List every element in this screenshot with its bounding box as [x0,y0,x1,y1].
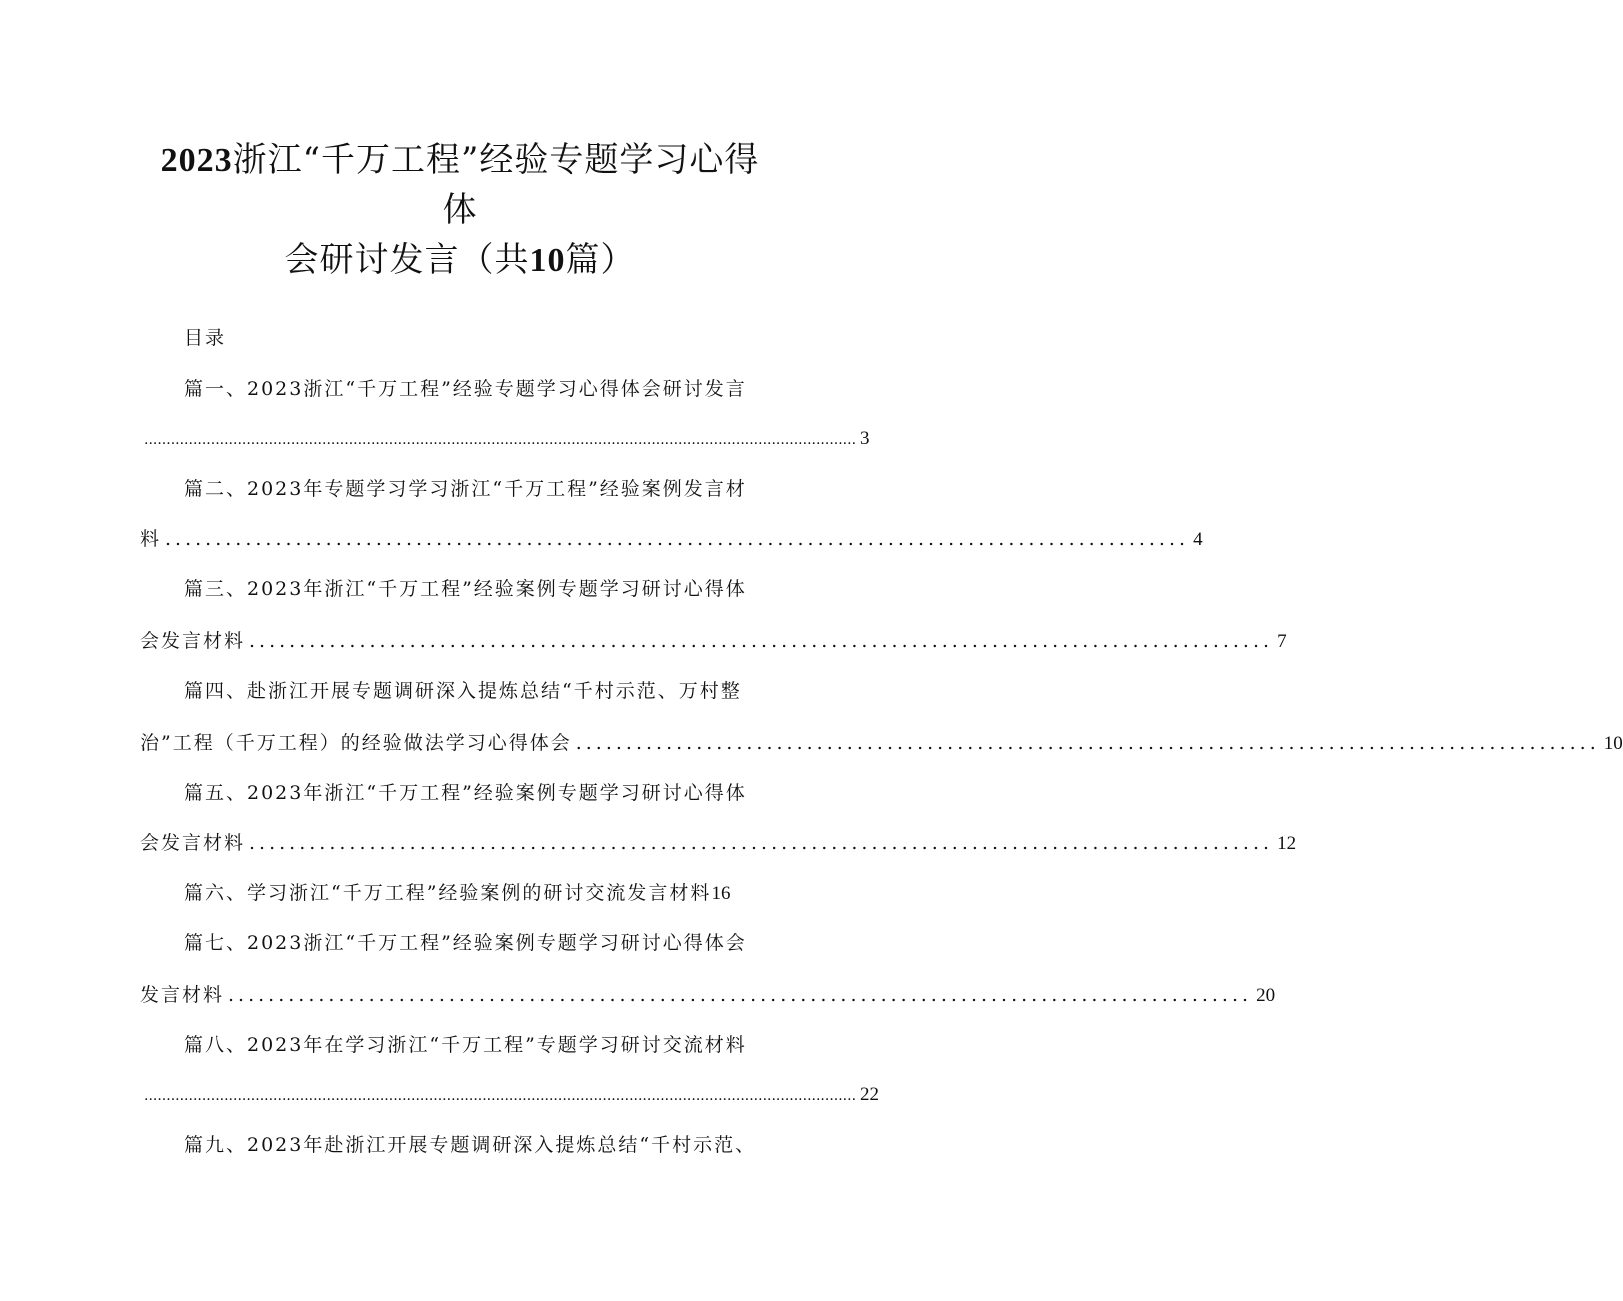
toc-entry-9-title[interactable]: 篇九、2023年赴浙江开展专题调研深入提炼总结“千村示范、 [184,1134,757,1156]
toc-entry-6-page: 16 [711,883,731,904]
title-text-3b: 篇） [565,240,636,280]
dot-leader: ................................................................................................................................................................ [144,432,857,448]
title-text-1: 浙江“千万工程”经验专题学习心得 [232,140,760,180]
toc-entry-7-page: 20 [1256,985,1276,1006]
toc-entry-1-title[interactable]: 篇一、2023浙江“千万工程”经验专题学习心得体会研讨发言 [184,378,747,400]
toc-entry-2-cont: 料 [140,528,162,550]
toc-entry-5-page: 12 [1277,833,1297,854]
dot-leader: ...................................................................................................... [575,732,1600,754]
toc-entry-1-page: 3 [860,428,870,449]
title-text-3a: 会研讨发言（共 [284,240,530,280]
toc-entry-6[interactable] [184,879,764,907]
toc-entry-4-cont: 治”工程（千万工程）的经验做法学习心得体会 [140,732,572,754]
toc-entry-3-title[interactable]: 篇三、2023年浙江“千万工程”经验案例专题学习研讨心得体 [184,578,747,600]
toc-entry-2-title[interactable]: 篇二、2023年专题学习学习浙江“千万工程”经验案例发言材 [184,478,747,500]
toc-entry-8-page: 22 [860,1084,880,1105]
toc-heading: 目录 [184,327,227,349]
toc-entry-4-title[interactable]: 篇四、赴浙江开展专题调研深入提炼总结“千村示范、万村整 [184,680,742,702]
toc-entry-3-cont: 会发言材料 [140,630,246,652]
dot-leader: ................................................................................................................................................................ [144,1088,857,1104]
toc-entry-7-leader[interactable] [140,981,1276,1009]
toc-entry-5-cont: 会发言材料 [140,832,246,854]
toc-entry-8-leader[interactable] [140,1081,880,1109]
title-line-3 [0,240,920,281]
toc-entry-3-leader[interactable] [140,627,1287,655]
title-line-2: 体 [442,190,478,230]
toc-entry-7-title[interactable]: 篇七、2023浙江“千万工程”经验案例专题学习研讨心得体会 [184,932,747,954]
title-count: 10 [529,242,566,279]
dot-leader: ...................................................................................................... [165,528,1190,550]
dot-leader: ...................................................................................................... [228,984,1253,1006]
toc-entry-8-title[interactable]: 篇八、2023年在学习浙江“千万工程”专题学习研讨交流材料 [184,1034,747,1056]
toc-entry-5-leader[interactable] [140,829,1297,857]
toc-entry-6-title: 篇六、学习浙江“千万工程”经验案例的研讨交流发言材料 [184,882,712,904]
toc-entry-3-page: 7 [1277,631,1287,652]
title-year: 2023 [160,142,233,179]
toc-entry-2-leader[interactable] [140,525,1203,553]
toc-entry-1-leader[interactable] [140,425,870,453]
toc-entry-5-title[interactable]: 篇五、2023年浙江“千万工程”经验案例专题学习研讨心得体 [184,782,747,804]
dot-leader: ...................................................................................................... [249,630,1274,652]
title-line-1 [0,140,920,181]
toc-entry-2-page: 4 [1193,529,1203,550]
toc-entry-7-cont: 发言材料 [140,984,225,1006]
toc-entry-4-page: 10 [1603,733,1623,754]
dot-leader: ...................................................................................................... [249,832,1274,854]
toc-entry-4-leader[interactable] [140,729,1623,757]
